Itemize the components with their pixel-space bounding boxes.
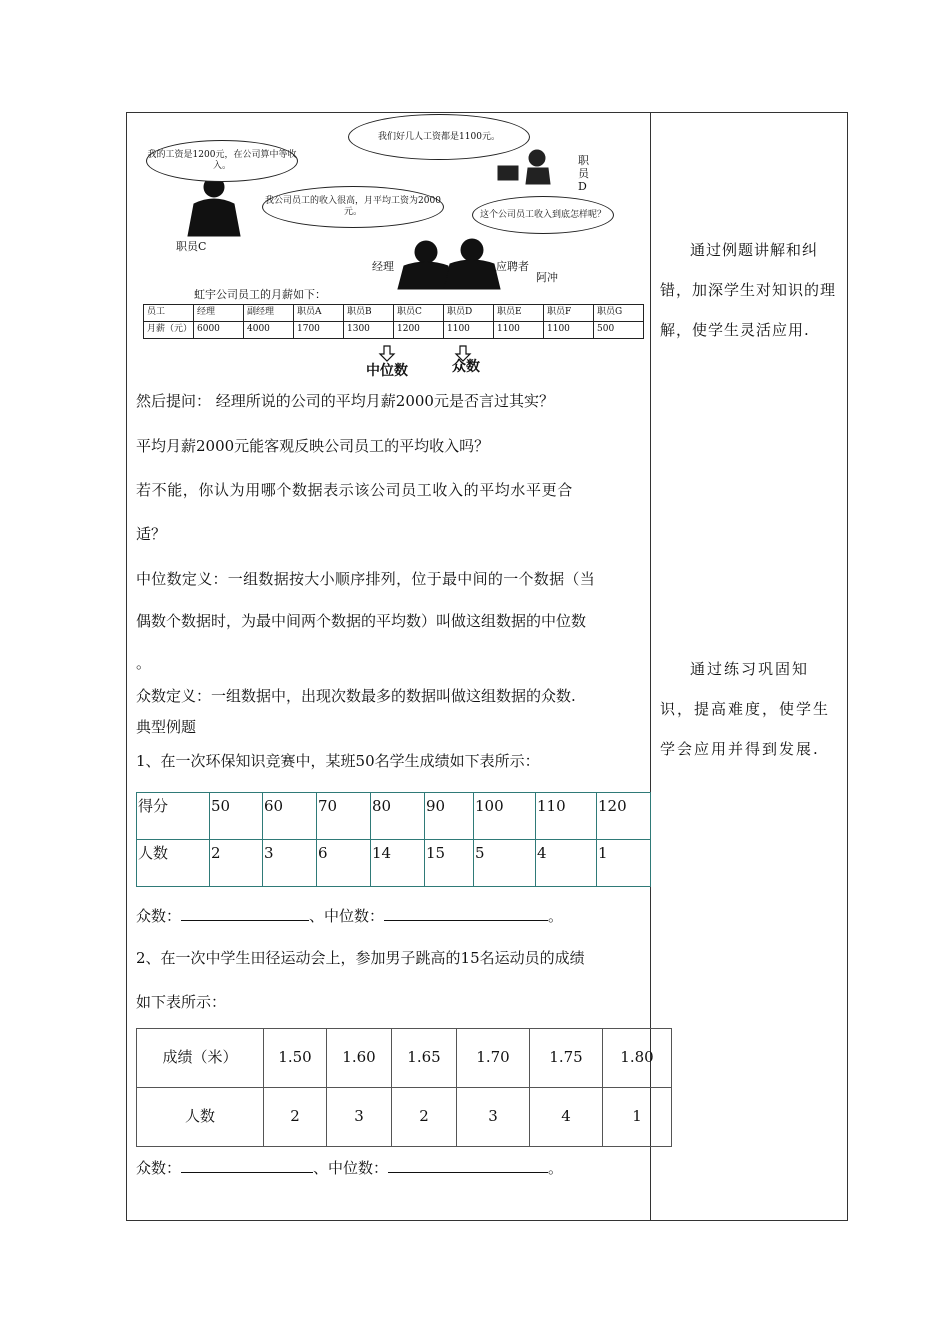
speech-bubble-middle: 我公司员工的收入很高，月平均工资为2000元。 — [262, 186, 444, 228]
table-row — [137, 793, 651, 840]
salary-table-title: 虹宇公司员工的月薪如下： — [194, 288, 326, 301]
table-row — [137, 1029, 672, 1088]
median-arrow-icon — [380, 346, 394, 361]
score-table — [136, 792, 651, 887]
table-cell: 120 — [597, 793, 651, 840]
table-cell: 1.65 — [392, 1029, 457, 1088]
answer-end: 。 — [548, 907, 564, 925]
table-cell: 90 — [425, 793, 474, 840]
side-note-2: 通过练习巩固知识，提高难度，使学生学会应用并得到发展. — [660, 660, 831, 758]
table-cell: 60 — [263, 793, 317, 840]
table-cell: 1.50 — [264, 1029, 327, 1088]
table-cell: 70 — [317, 793, 371, 840]
salary-header-cell: 职员F — [544, 305, 594, 322]
speech-bubble-top: 我们好几人工资都是1100元。 — [348, 114, 530, 160]
salary-header-cell: 职员D — [444, 305, 494, 322]
median-answer-label: 、中位数： — [313, 1159, 389, 1177]
mode-definition: 众数定义：一组数据中，出现次数最多的数据叫做这组数据的众数. — [136, 687, 576, 705]
median-answer-blank[interactable] — [384, 905, 548, 921]
salary-header-cell: 职员E — [494, 305, 544, 322]
table-cell: 2 — [392, 1088, 457, 1147]
table-cell: 成绩（米） — [137, 1029, 264, 1088]
median-label: 中位数 — [366, 363, 408, 379]
question-3-line1: 若不能，你认为用哪个数据表示该公司员工收入的平均水平更合 — [136, 481, 573, 499]
salary-header-cell: 职员A — [294, 305, 344, 322]
table-cell: 110 — [536, 793, 597, 840]
mode-label: 众数 — [452, 359, 480, 375]
table-cell: 50 — [210, 793, 263, 840]
mode-answer-blank[interactable] — [181, 1157, 313, 1173]
table-cell: 1 — [597, 840, 651, 887]
salary-header-cell: 职员B — [344, 305, 394, 322]
label-manager: 经理 — [372, 260, 394, 273]
label-achong: 阿冲 — [536, 271, 558, 284]
salary-value-row — [144, 322, 644, 339]
mode-answer-label: 众数： — [136, 1159, 182, 1177]
median-answer-label: 、中位数： — [309, 907, 385, 925]
salary-cell: 1300 — [344, 322, 394, 339]
answer-end: 。 — [548, 1159, 564, 1177]
table-cell: 1 — [603, 1088, 672, 1147]
table-cell: 4 — [530, 1088, 603, 1147]
salary-header-cell: 员工 — [144, 305, 194, 322]
applicant-figure — [444, 239, 500, 289]
label-staff-c: 职员C — [176, 240, 207, 253]
example-1-answer — [136, 905, 563, 926]
salary-cell: 4000 — [244, 322, 294, 339]
table-row — [137, 840, 651, 887]
table-cell: 3 — [263, 840, 317, 887]
table-cell: 3 — [457, 1088, 530, 1147]
table-cell: 100 — [474, 793, 536, 840]
high-jump-table — [136, 1028, 672, 1147]
table-cell: 1.75 — [530, 1029, 603, 1088]
staff-d-figure — [498, 150, 550, 184]
salary-header-cell: 职员G — [594, 305, 644, 322]
side-note-1: 通过例题讲解和纠错，加深学生对知识的理解，使学生灵活应用. — [660, 241, 837, 339]
table-cell: 1.80 — [603, 1029, 672, 1088]
staff-c-figure — [188, 177, 240, 236]
salary-cell: 1200 — [394, 322, 444, 339]
salary-cell: 6000 — [194, 322, 244, 339]
salary-row-label: 月薪（元） — [144, 322, 194, 339]
table-cell: 6 — [317, 840, 371, 887]
salary-header-cell: 副经理 — [244, 305, 294, 322]
salary-cell: 1100 — [544, 322, 594, 339]
table-cell: 人数 — [137, 1088, 264, 1147]
table-cell: 2 — [264, 1088, 327, 1147]
table-cell: 得分 — [137, 793, 210, 840]
table-cell: 80 — [371, 793, 425, 840]
examples-heading: 典型例题 — [136, 718, 197, 736]
salary-header-row — [144, 305, 644, 322]
salary-table — [143, 304, 644, 339]
example-2-prompt-line2: 如下表所示： — [136, 993, 227, 1011]
median-definition-line1: 中位数定义：一组数据按大小顺序排列，位于最中间的一个数据（当 — [136, 570, 596, 588]
question-3-line2: 适？ — [136, 525, 167, 543]
salary-header-cell: 职员C — [394, 305, 444, 322]
mode-answer-blank[interactable] — [181, 905, 309, 921]
table-cell: 1.60 — [327, 1029, 392, 1088]
table-cell: 14 — [371, 840, 425, 887]
salary-cell: 1700 — [294, 322, 344, 339]
salary-header-cell: 经理 — [194, 305, 244, 322]
example-1-prompt: 1、在一次环保知识竞赛中，某班50名学生成绩如下表所示： — [136, 752, 540, 770]
median-definition-line3: 。 — [136, 654, 152, 672]
example-2-prompt-line1: 2、在一次中学生田径运动会上，参加男子跳高的15名运动员的成绩 — [136, 949, 585, 967]
speech-bubble-right: 这个公司员工收入到底怎样呢？ — [472, 196, 614, 234]
table-cell: 3 — [327, 1088, 392, 1147]
median-answer-blank[interactable] — [388, 1157, 548, 1173]
median-definition-line2: 偶数个数据时，为最中间两个数据的平均数）叫做这组数据的中位数 — [136, 612, 587, 630]
question-1: 然后提问： 经理所说的公司的平均月薪2000元是否言过其实？ — [136, 392, 554, 410]
table-row — [137, 1088, 672, 1147]
label-applicant: 应聘者 — [496, 260, 529, 273]
salary-cell: 1100 — [494, 322, 544, 339]
table-cell: 2 — [210, 840, 263, 887]
table-cell: 4 — [536, 840, 597, 887]
example-2-answer — [136, 1157, 563, 1178]
table-cell: 15 — [425, 840, 474, 887]
question-2: 平均月薪2000元能客观反映公司员工的平均收入吗？ — [136, 437, 490, 455]
speech-bubble-left: 我的工资是1200元，在公司算中等收入。 — [146, 140, 298, 182]
salary-cell: 1100 — [444, 322, 494, 339]
salary-cell: 500 — [594, 322, 644, 339]
table-cell: 5 — [474, 840, 536, 887]
mode-answer-label: 众数： — [136, 907, 182, 925]
table-cell: 人数 — [137, 840, 210, 887]
label-staff-d: 职员D — [578, 154, 589, 193]
table-cell: 1.70 — [457, 1029, 530, 1088]
